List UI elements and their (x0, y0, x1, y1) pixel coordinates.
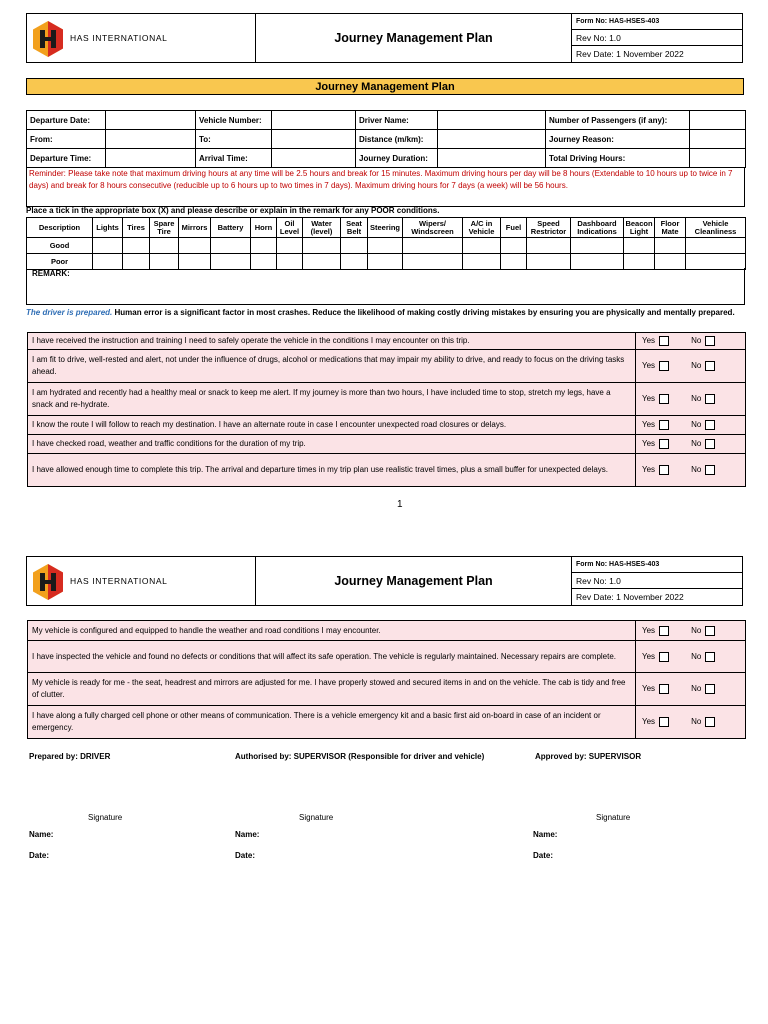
col-tires: Tires (123, 218, 150, 238)
to-label: To: (196, 130, 272, 149)
from-field[interactable] (106, 130, 196, 149)
yes-option[interactable]: Yes (642, 464, 669, 476)
col-cleanliness: Vehicle Cleanliness (686, 218, 746, 238)
yes-no-cell (636, 641, 746, 673)
row-poor-label: Poor (27, 254, 93, 270)
yes-no-cell (636, 621, 746, 641)
checklist-item-text: I am fit to drive, well-rested and alert, not under the influence of drugs, alcohol or medications that may impair my ability to drive, and ready to focus on the driving tasks ahead. (28, 350, 636, 383)
checklist-item-text: I know the route I will follow to reach my destination. I have an alternate route in case I encounter unexpected road closures or delays. (28, 416, 636, 435)
col-floor-mate: Floor Mate (655, 218, 686, 238)
driver-name-field[interactable] (438, 111, 546, 130)
driver-name-label: Driver Name: (356, 111, 438, 130)
tick-cell[interactable] (150, 238, 179, 254)
tick-cell[interactable] (341, 238, 368, 254)
remark-box[interactable] (26, 268, 745, 305)
tick-cell[interactable] (93, 238, 123, 254)
reminder-text: Reminder: Please take note that maximum driving hours at any time will be 2.5 hours and break for 15 minutes. Maximum driving hours per day will be 8 hours (Extendable to 10 hours up to twice in 7 days) and break for 8 hours consecutive (reducible up to 6 hours up to two times in 7 days). Maximum driving hours for 7 days (a week) will be 56 hours. (26, 167, 745, 207)
checklist-row (28, 350, 746, 383)
checklist-row (28, 454, 746, 487)
revision-number: Rev No: 1.0 (572, 30, 742, 46)
tick-cell[interactable] (211, 238, 251, 254)
checklist-item-text: I have checked road, weather and traffic conditions for the duration of my trip. (28, 435, 636, 454)
departure-date-field[interactable] (106, 111, 196, 130)
checklist-item-text: I have inspected the vehicle and found no defects or conditions that will affect its safe operation. The vehicle is regularly maintained. Necessary repairs are complete. (28, 641, 636, 673)
section-banner: Journey Management Plan (26, 78, 744, 95)
yes-checkbox[interactable] (659, 439, 669, 449)
col-dashboard: Dashboard Indications (571, 218, 624, 238)
company-name: HAS INTERNATIONAL (70, 33, 168, 43)
logo-cell (27, 557, 256, 605)
yes-checkbox[interactable] (659, 420, 669, 430)
logo-cell (27, 14, 256, 62)
tick-cell[interactable] (655, 238, 686, 254)
col-fuel: Fuel (501, 218, 527, 238)
tick-cell[interactable] (403, 238, 463, 254)
yes-no-cell (636, 706, 746, 739)
page-number: 1 (397, 499, 403, 510)
col-horn: Horn (251, 218, 277, 238)
no-option[interactable]: No (691, 625, 715, 637)
tick-cell[interactable] (368, 238, 403, 254)
approver-date-line[interactable]: Date: (533, 851, 554, 860)
yes-checkbox[interactable] (659, 717, 669, 727)
journey-reason-field[interactable] (690, 130, 746, 149)
company-logo-icon (31, 20, 65, 58)
col-mirrors: Mirrors (179, 218, 211, 238)
header-page2 (26, 556, 743, 606)
remark-label: REMARK: (32, 269, 70, 278)
distance-label: Distance (m/km): (356, 130, 438, 149)
yes-option[interactable]: Yes (642, 683, 669, 695)
form-meta (572, 557, 742, 605)
checklist-item-text: My vehicle is ready for me - the seat, headrest and mirrors are adjusted for me. I have properly stowed and secured items in and on the vehicle. The cab is tidy and free of clutter. (28, 673, 636, 706)
checklist-item-text: I have received the instruction and training I need to safely operate the vehicle in the conditions I may encounter on this trip. (28, 333, 636, 350)
approver-signature-label: Signature (596, 813, 631, 822)
tick-cell[interactable] (624, 238, 655, 254)
yes-no-cell (636, 383, 746, 416)
departure-time-field[interactable] (106, 149, 196, 168)
yes-option[interactable]: Yes (642, 393, 669, 405)
form-meta (572, 14, 742, 62)
checklist-row (28, 673, 746, 706)
yes-no-cell (636, 333, 746, 350)
no-option[interactable]: No (691, 335, 715, 347)
col-ac: A/C in Vehicle (463, 218, 501, 238)
passengers-field[interactable] (690, 111, 746, 130)
yes-no-cell (636, 673, 746, 706)
checklist-page1 (27, 332, 746, 487)
tick-cell[interactable] (571, 238, 624, 254)
col-lights: Lights (93, 218, 123, 238)
checklist-item-text: I am hydrated and recently had a healthy meal or snack to keep me alert. If my journey is more than two hours, I have included time to stop, stretch my legs, have a snack and re-hydrate. (28, 383, 636, 416)
col-description: Description (27, 218, 93, 238)
journey-info-table (26, 110, 746, 168)
tick-cell[interactable] (501, 238, 527, 254)
col-battery: Battery (211, 218, 251, 238)
checklist-row (28, 706, 746, 739)
to-field[interactable] (272, 130, 356, 149)
tick-instructions: Place a tick in the appropriate box (X) and please describe or explain in the remark for any POOR conditions. (26, 206, 440, 215)
departure-date-label: Departure Date: (27, 111, 106, 130)
yes-option[interactable]: Yes (642, 438, 669, 450)
no-checkbox[interactable] (705, 652, 715, 662)
vehicle-condition-table (26, 217, 746, 270)
yes-no-cell (636, 416, 746, 435)
authoriser-signature-label: Signature (299, 813, 334, 822)
col-oil-level: Oil Level (277, 218, 303, 238)
no-option[interactable]: No (691, 464, 715, 476)
form-title: Journey Management Plan (256, 557, 572, 605)
tick-cell[interactable] (303, 238, 341, 254)
approver-name-line[interactable]: Name: (533, 830, 558, 839)
yes-option[interactable]: Yes (642, 651, 669, 663)
revision-date: Rev Date: 1 November 2022 (576, 49, 684, 59)
arrival-time-field[interactable] (272, 149, 356, 168)
form-number: Form No: HAS-HSES-403 (572, 557, 742, 573)
tick-cell[interactable] (463, 238, 501, 254)
prepared-by: Prepared by: DRIVER (29, 752, 111, 761)
approved-by: Approved by: SUPERVISOR (535, 752, 642, 761)
no-option[interactable]: No (691, 651, 715, 663)
yes-option[interactable]: Yes (642, 335, 669, 347)
col-beacon: Beacon Light (625, 218, 653, 236)
authorised-by: Authorised by: SUPERVISOR (Responsible for driver and vehicle) (235, 752, 485, 761)
total-hours-field[interactable] (690, 149, 746, 168)
company-logo-icon (31, 563, 65, 601)
checklist-row (28, 435, 746, 454)
no-option[interactable]: No (691, 419, 715, 431)
checklist-item-text: I have allowed enough time to complete this trip. The arrival and departure times in my trip plan use realistic travel times, plus a small buffer for unexpected delays. (28, 454, 636, 487)
no-checkbox[interactable] (705, 361, 715, 371)
authoriser-date-line[interactable]: Date: (235, 851, 256, 860)
checklist-item-text: I have along a fully charged cell phone or other means of communication. There is a vehicle emergency kit and a basic first aid on-board in case of an incident or emergency. (28, 706, 636, 739)
driver-date-line[interactable]: Date: (29, 851, 50, 860)
tick-cell[interactable] (277, 238, 303, 254)
col-wipers: Wipers/ Windscreen (403, 218, 463, 238)
no-checkbox[interactable] (705, 465, 715, 475)
yes-checkbox[interactable] (659, 684, 669, 694)
col-speed-restrictor: Speed Restrictor (527, 218, 571, 238)
driver-signature-label: Signature (88, 813, 123, 822)
yes-option[interactable]: Yes (642, 360, 669, 372)
yes-checkbox[interactable] (659, 361, 669, 371)
checklist-row (28, 416, 746, 435)
header-page1 (26, 13, 743, 63)
revision-number: Rev No: 1.0 (572, 573, 742, 589)
tick-cell[interactable] (686, 238, 746, 254)
yes-option[interactable]: Yes (642, 625, 669, 637)
form-title: Journey Management Plan (256, 14, 572, 62)
tick-cell[interactable] (527, 238, 571, 254)
departure-time-label: Departure Time: (27, 149, 106, 168)
checklist-row (28, 333, 746, 350)
no-checkbox[interactable] (705, 626, 715, 636)
row-good-label: Good (27, 238, 93, 254)
yes-checkbox[interactable] (659, 336, 669, 346)
vehicle-number-label: Vehicle Number: (196, 111, 272, 130)
yes-checkbox[interactable] (659, 626, 669, 636)
col-steering: Steering (368, 218, 403, 238)
condition-header-row (27, 218, 746, 238)
total-hours-label: Total Driving Hours: (546, 149, 690, 168)
journey-duration-field[interactable] (438, 149, 546, 168)
revision-date: Rev Date: 1 November 2022 (576, 592, 684, 602)
checklist-row (28, 383, 746, 416)
no-option[interactable]: No (691, 716, 715, 728)
no-option[interactable]: No (691, 683, 715, 695)
prepared-text: Human error is a significant factor in most crashes. Reduce the likelihood of making costly driving mistakes by ensuring you are physically and mentally prepared. (112, 308, 735, 317)
checklist-row (28, 621, 746, 641)
no-option[interactable]: No (691, 438, 715, 450)
no-checkbox[interactable] (705, 717, 715, 727)
col-seat-belt: Seat Belt (341, 218, 368, 238)
tick-cell[interactable] (251, 238, 277, 254)
no-checkbox[interactable] (705, 439, 715, 449)
no-checkbox[interactable] (705, 336, 715, 346)
no-checkbox[interactable] (705, 684, 715, 694)
checklist-item-text: My vehicle is configured and equipped to handle the weather and road conditions I may encounter. (28, 621, 636, 641)
vehicle-number-field[interactable] (272, 111, 356, 130)
yes-no-cell (636, 350, 746, 383)
tick-cell[interactable] (123, 238, 150, 254)
distance-field[interactable] (438, 130, 546, 149)
col-water-level: Water (level) (303, 218, 341, 238)
yes-no-cell (636, 435, 746, 454)
checklist-row (28, 641, 746, 673)
no-checkbox[interactable] (705, 394, 715, 404)
arrival-time-label: Arrival Time: (196, 149, 272, 168)
authoriser-name-line[interactable]: Name: (235, 830, 260, 839)
yes-checkbox[interactable] (659, 652, 669, 662)
driver-name-line[interactable]: Name: (29, 830, 54, 839)
journey-duration-label: Journey Duration: (356, 149, 438, 168)
no-checkbox[interactable] (705, 420, 715, 430)
condition-row-good (27, 238, 746, 254)
form-number: Form No: HAS-HSES-403 (572, 14, 742, 30)
yes-checkbox[interactable] (659, 394, 669, 404)
from-label: From: (27, 130, 106, 149)
yes-checkbox[interactable] (659, 465, 669, 475)
passengers-label: Number of Passengers (if any): (546, 111, 690, 130)
checklist-page2 (27, 620, 746, 739)
yes-no-cell (636, 454, 746, 487)
tick-cell[interactable] (179, 238, 211, 254)
prepared-lead: The driver is prepared. (26, 308, 113, 317)
no-option[interactable]: No (691, 360, 715, 372)
yes-option[interactable]: Yes (642, 419, 669, 431)
driver-prepared-intro (26, 307, 746, 319)
company-name: HAS INTERNATIONAL (70, 576, 168, 586)
no-option[interactable]: No (691, 393, 715, 405)
journey-reason-label: Journey Reason: (546, 130, 690, 149)
col-spare-tire: Spare Tire (150, 218, 179, 238)
yes-option[interactable]: Yes (642, 716, 669, 728)
